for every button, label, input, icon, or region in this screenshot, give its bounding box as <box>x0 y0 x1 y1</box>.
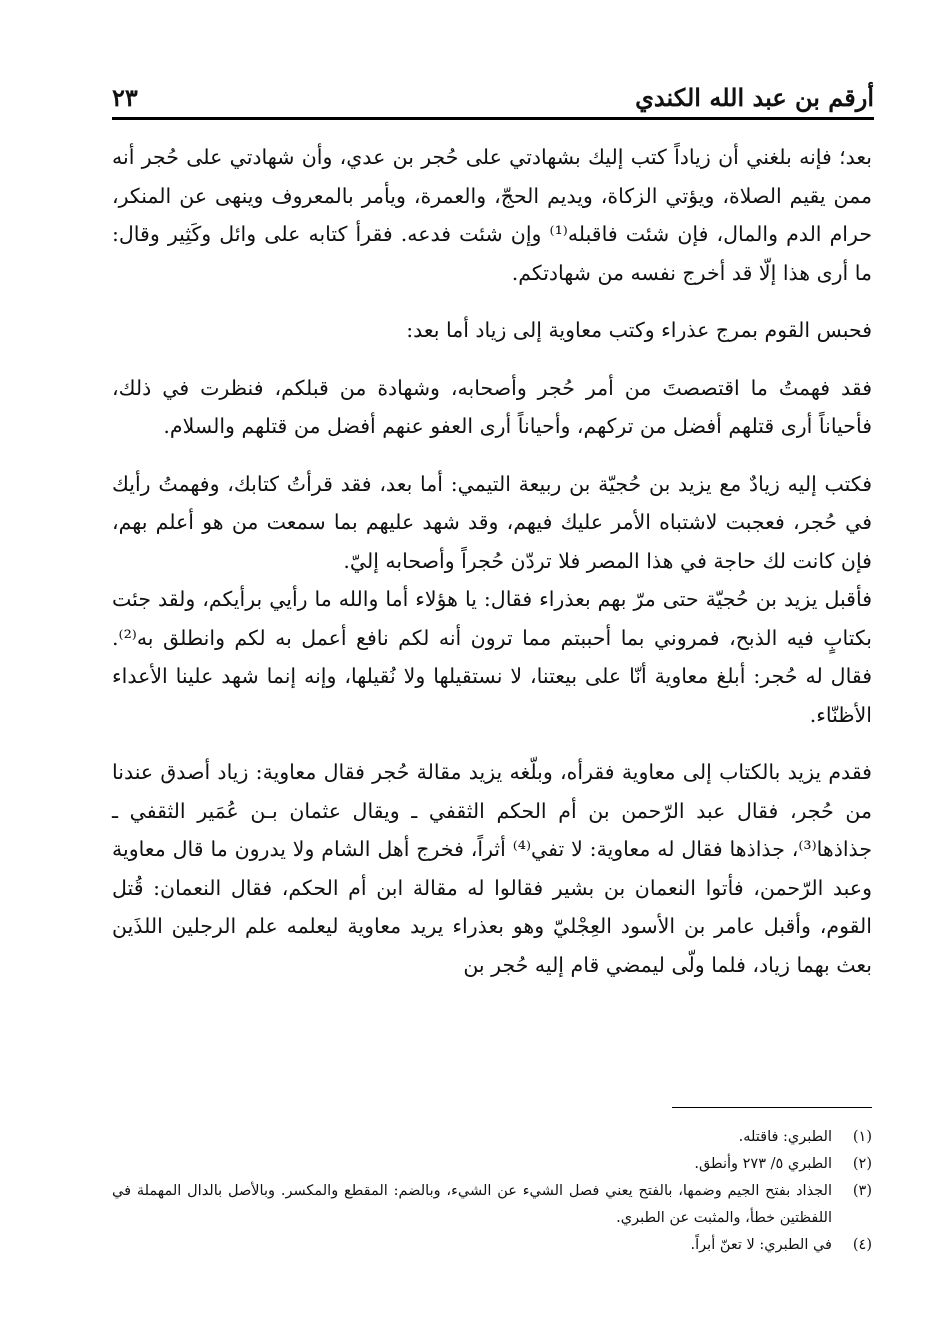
paragraph: فقد فهمتُ ما اقتصصتَ من أمر حُجر وأصحابه، وشهادة من قبلكم، فنظرت في ذلك، فأحياناً أرى قتلهم أفضل من تركهم، وأحياناً أرى العفو عنهم أفضل من قتلهم والسلام. <box>112 375 872 438</box>
paragraph: فقدم يزيد بالكتاب إلى معاوية فقرأه، وبلّغه يزيد مقالة حُجر فقال معاوية: زياد أصدق عندنا من حُجر، فقال عبد الرّحمن بن أم الحكم الثقفي ـ ويقال عثمان بـن عُمَير الثقفي ـ جذاذها⁽³⁾، جذاذها فقال له معاوية: لا تفي⁽⁴⁾ أثراً، فخرج أهل الشام ولا يدرون ما قال معاوية وعبد الرّحمن، فأتوا النعمان بن بشير فقالوا له مقالة ابن أم الحكم، فقال النعمان: قُتل القوم، وأقبل عامر بن الأسود العِجْليّ وهو بعذراء يريد معاوية ليعلمه علم الرجلين اللذَين بعث بهما زياد، فلما ولّى ليمضي قام إليه حُجر بن <box>112 760 872 977</box>
footnote <box>112 1232 872 1259</box>
footnote <box>112 1151 872 1178</box>
footnote-number: (٣) <box>852 1183 872 1199</box>
paragraph: فكتب إليه زيادٌ مع يزيد بن حُجيّة بن ربيعة التيمي: أما بعد، فقد قرأتُ كتابك، وفهمتُ رأيك في حُجر، فعجبت لاشتباه الأمر عليك فيهم، وقد شهد عليهم بما سمعت من هو أعلم بهم، فإن كانت لك حاجة في هذا المصر فلا تردّن حُجراً وأصحابه إليّ. <box>112 471 872 573</box>
footnote-number: (١) <box>852 1129 872 1145</box>
paragraph: فأقبل يزيد بن حُجيّة حتى مرّ بهم بعذراء فقال: يا هؤلاء أما والله ما رأيي برأيكم، ولقد جئت بكتابٍ فيه الذبح، فمروني بما أحببتم مما ترون أنه لكم نافع أعمل به لكم وانطلق به⁽²⁾. فقال له حُجر: أبلغ معاوية أنّا على بيعتنا، لا نستقيلها ولا نُقيلها، وإنه إنما شهد علينا الأعداء الأظنّاء. <box>112 587 872 727</box>
footnote-text: الطبري ٥/ ٢٧٣ وأنطق. <box>694 1156 832 1172</box>
footnote <box>112 1178 872 1232</box>
main-text <box>112 138 872 1003</box>
page-number: ٢٣ <box>112 83 138 112</box>
footnote-text: في الطبري: لا تعنّ أبراً. <box>690 1237 832 1253</box>
footnote <box>112 1124 872 1151</box>
footnote-text: الطبري: فاقتله. <box>738 1129 832 1145</box>
footnote-text: الجذاد بفتح الجيم وضمها، بالفتح يعني فصل الشيء عن الشيء، وبالضم: المقطع والمكسر. وبالأصل بالدال المهملة في اللفظتين خطأ، والمثبت عن الطبري. <box>112 1183 832 1226</box>
header-rule <box>112 117 874 120</box>
paragraph: بعد؛ فإنه بلغني أن زياداً كتب إليك بشهادتي على حُجر بن عدي، وأن شهادتي على حُجر أنه ممن يقيم الصلاة، ويؤتي الزكاة، ويديم الحجّ، والعمرة، ويأمر بالمعروف وينهى عن المنكر، حرام الدم والمال، فإن شئت فاقبله⁽¹⁾ وإن شئت فدعه. فقرأ كتابه على وائل وكَثِير وقال: ما أرى هذا إلّا قد أخرج نفسه من شهادتكم. <box>112 145 872 285</box>
footnote-number: (٢) <box>852 1156 872 1172</box>
paragraph: فحبس القوم بمرج عذراء وكتب معاوية إلى زياد أما بعد: <box>406 318 872 342</box>
footnote-number: (٤) <box>852 1237 872 1253</box>
running-title: أرقم بن عبد الله الكندي <box>635 83 874 112</box>
footnotes <box>112 1124 872 1259</box>
footnote-rule <box>672 1107 872 1108</box>
running-header <box>112 68 874 112</box>
